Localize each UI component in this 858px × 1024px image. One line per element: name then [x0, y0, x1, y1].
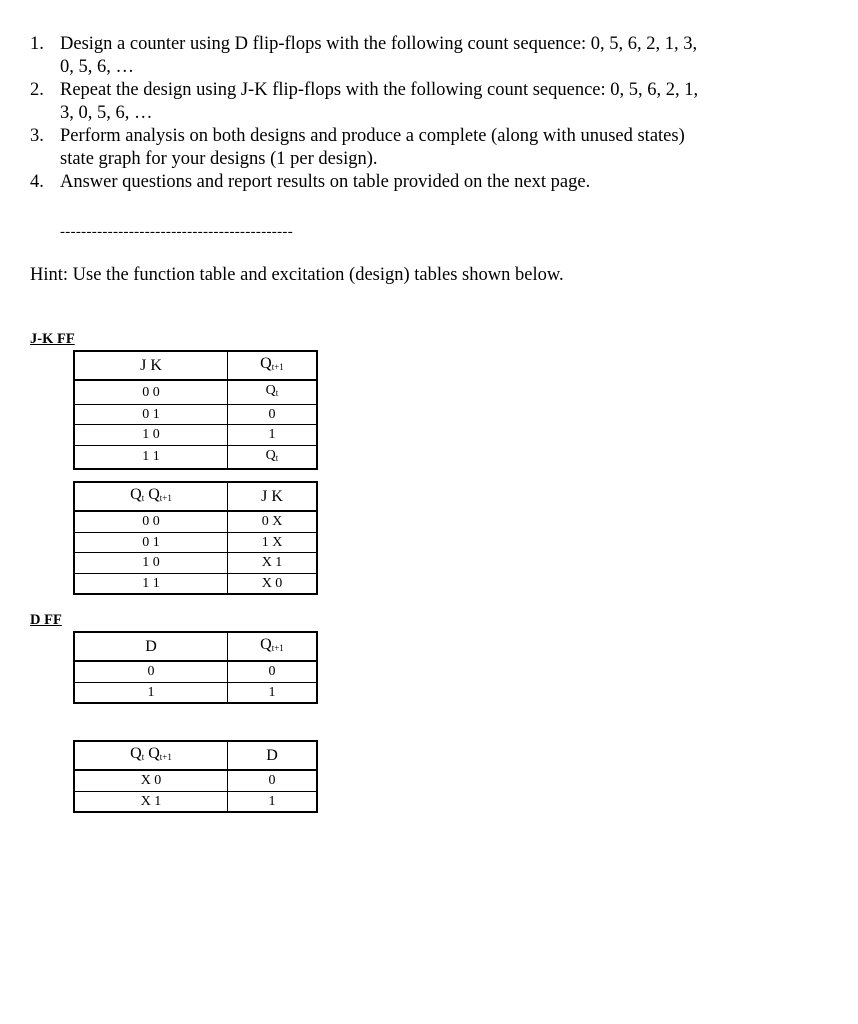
table-row — [74, 661, 317, 682]
d-excitation-table — [73, 740, 318, 813]
header-cell: $Q_t$ $Q_{t+1}$ — [74, 741, 228, 770]
table-cell: X 0 — [74, 770, 228, 791]
jk-function-table — [73, 350, 318, 470]
table-cell: X 1 — [228, 553, 318, 574]
table-cell: 1 X — [228, 532, 318, 553]
table-cell: 1 0 — [74, 425, 228, 446]
table-cell: 1 0 — [74, 553, 228, 574]
table-row — [74, 553, 317, 574]
jk-excitation-table — [73, 481, 318, 595]
table-row — [74, 404, 317, 425]
item-text: Repeat the design using J-K flip-flops with the following count sequence: 0, 5, 6, 2, 1, 3, 0, 5, 6, … — [60, 80, 699, 123]
item-number: 2. — [30, 80, 44, 100]
table-cell: 0 1 — [74, 532, 228, 553]
header-cell: J K — [228, 482, 318, 511]
table-cell: 1 — [74, 682, 228, 703]
table-row — [74, 770, 317, 791]
table-cell: 0 — [228, 661, 318, 682]
jk-ff-label: J-K FF — [30, 331, 75, 347]
instruction-item — [30, 79, 830, 125]
table-row — [74, 682, 317, 703]
header-cell: J K — [74, 351, 228, 380]
header-cell: $Q_{t+1}$ — [228, 632, 318, 661]
d-function-table — [73, 631, 318, 704]
table-cell: 1 1 — [74, 573, 228, 594]
d-ff-label: D FF — [30, 612, 62, 628]
dashed-separator: -------------------------------------------- — [60, 224, 293, 240]
instruction-list — [30, 33, 830, 194]
header-cell: $Q_t$ $Q_{t+1}$ — [74, 482, 228, 511]
table-cell: 0 1 — [74, 404, 228, 425]
item-text: Answer questions and report results on table provided on the next page. — [60, 172, 591, 192]
item-number: 1. — [30, 34, 44, 54]
table-cell: 0 — [228, 770, 318, 791]
instruction-item — [30, 171, 830, 194]
table-row — [74, 425, 317, 446]
table-row — [74, 511, 317, 532]
table-cell: $Q_t$ — [228, 445, 318, 469]
table-row — [74, 573, 317, 594]
item-text: Perform analysis on both designs and produce a complete (along with unused states) state graph for your designs (1 per design). — [60, 126, 685, 169]
table-cell: 1 1 — [74, 445, 228, 469]
table-row — [74, 532, 317, 553]
table-row — [74, 791, 317, 812]
table-cell: 1 — [228, 425, 318, 446]
table-cell: 0 — [228, 404, 318, 425]
item-text: Design a counter using D flip-flops with the following count sequence: 0, 5, 6, 2, 1, 3, 0, 5, 6, … — [60, 34, 698, 77]
table-cell: 0 0 — [74, 380, 228, 404]
table-cell: 0 X — [228, 511, 318, 532]
table-header-row — [74, 741, 317, 770]
table-cell: $Q_t$ — [228, 380, 318, 404]
table-row — [74, 380, 317, 404]
item-number: 4. — [30, 172, 44, 192]
header-cell: D — [228, 741, 318, 770]
table-header-row — [74, 632, 317, 661]
table-header-row — [74, 482, 317, 511]
table-cell: 0 — [74, 661, 228, 682]
table-row — [74, 445, 317, 469]
table-cell: X 0 — [228, 573, 318, 594]
table-cell: 0 0 — [74, 511, 228, 532]
header-cell: $Q_{t+1}$ — [228, 351, 318, 380]
instruction-item — [30, 33, 830, 79]
table-header-row — [74, 351, 317, 380]
hint-text: Hint: Use the function table and excitation (design) tables shown below. — [30, 265, 564, 285]
instruction-item — [30, 125, 830, 171]
header-cell: D — [74, 632, 228, 661]
item-number: 3. — [30, 126, 44, 146]
table-cell: 1 — [228, 682, 318, 703]
table-cell: 1 — [228, 791, 318, 812]
table-cell: X 1 — [74, 791, 228, 812]
